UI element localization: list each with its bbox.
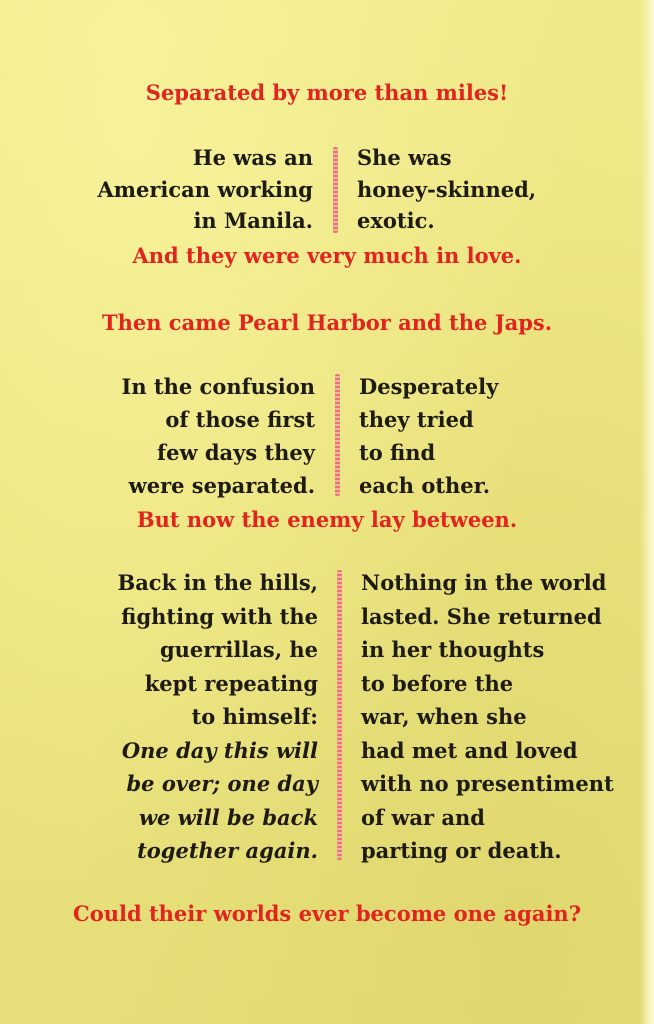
text-line: few days they [157, 440, 315, 465]
italic-line: we will be back [138, 804, 318, 830]
text-line: American working [97, 176, 313, 202]
text-line: to find [359, 440, 436, 465]
block-2-right [359, 370, 498, 502]
italic-line: be over; one day [126, 771, 318, 796]
text-line: honey-skinned, [357, 176, 537, 202]
text-line: Nothing in the world [361, 570, 607, 595]
text-line: in Manila. [193, 208, 313, 233]
text-line: exotic. [357, 208, 435, 233]
text-line: of those first [165, 407, 315, 432]
text-line: He was an [192, 145, 313, 170]
headline-in-love: And they were very much in love. [132, 243, 522, 268]
block-1-right [357, 142, 536, 237]
block-1-left [97, 142, 313, 237]
text-line: parting or death. [361, 838, 562, 863]
text-line: Desperately [359, 374, 499, 399]
text-line: Back in the hills, [117, 570, 318, 595]
text-line: kept repeating [144, 670, 318, 696]
text-line: to himself: [191, 704, 318, 729]
block-3-right [361, 566, 614, 868]
text-line: they tried [359, 407, 474, 432]
text-line: to before the [361, 670, 514, 696]
divider-rule [337, 570, 342, 860]
text-line: fighting with the [121, 603, 318, 629]
text-line: of war and [361, 804, 485, 830]
headline-separated: Separated by more than miles! [145, 80, 509, 105]
divider-rule [333, 147, 338, 233]
headline-pearl-harbor: Then came Pearl Harbor and the Japs. [101, 310, 553, 335]
text-line: In the confusion [121, 374, 315, 399]
text-line: were separated. [128, 473, 315, 498]
text-line: each other. [359, 473, 491, 498]
italic-line: together again. [137, 838, 318, 863]
italic-line: One day this will [121, 737, 318, 763]
text-line: war, when she [361, 704, 527, 729]
block-3-left [117, 566, 318, 868]
divider-rule [335, 374, 340, 496]
headline-enemy: But now the enemy lay between. [136, 507, 518, 532]
text-line: lasted. She returned [361, 603, 602, 629]
text-line: She was [357, 145, 452, 170]
headline-worlds: Could their worlds ever become one again? [72, 901, 581, 926]
text-line: with no presentiment [361, 771, 614, 796]
text-line: in her thoughts [361, 637, 545, 662]
text-line: guerrillas, he [159, 637, 318, 662]
text-line: had met and loved [361, 737, 578, 763]
block-2-left [122, 370, 315, 502]
